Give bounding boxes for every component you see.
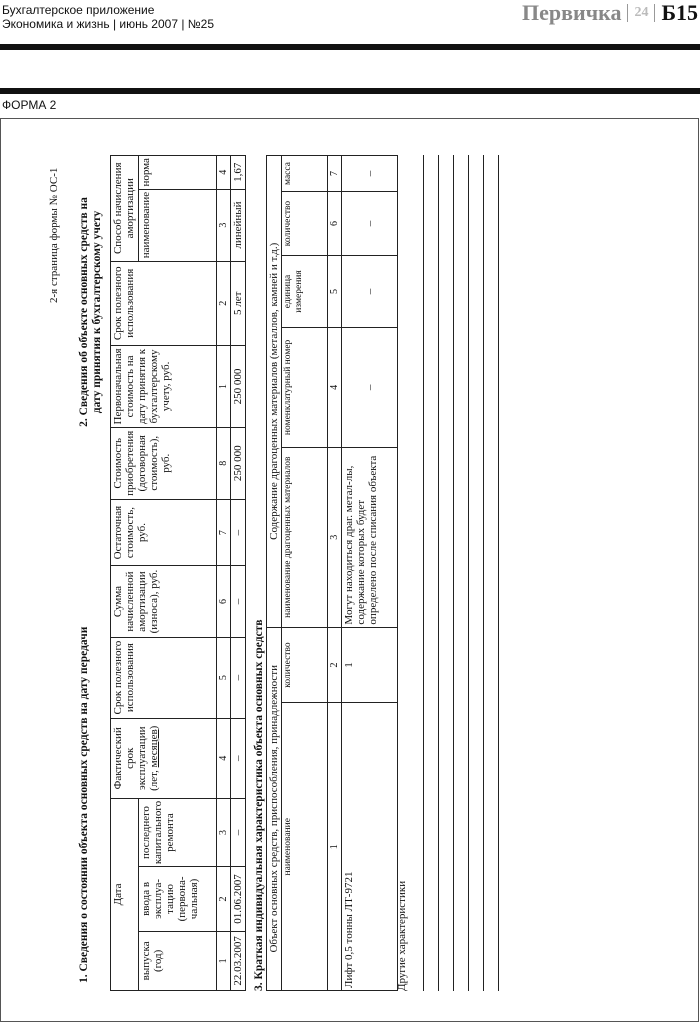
col-header-initial: Первоначальная стоимость на дату принятия к бухгалтерскому учету, руб.: [111, 346, 217, 428]
rubric-title: Первичка: [522, 0, 622, 25]
cell-useful-life: –: [231, 637, 246, 718]
section3-title: 3. Краткая индивидуальная характеристика объекта основных средств: [253, 619, 265, 991]
fill-line: [438, 155, 439, 991]
col-num: 5: [328, 256, 342, 328]
table-row: [342, 156, 398, 991]
cell-metal-nomen: –: [342, 327, 398, 447]
cell-metal-name: Могут находиться драг. метал-лы, содержание которых будет определено после списания объекта: [342, 447, 398, 627]
table-number-row: [328, 156, 342, 991]
table-number-row: [217, 156, 231, 991]
section-code: Б15: [661, 0, 698, 25]
col-header-cost: Стоимость приобретения (договорная стоимость), руб.: [111, 427, 217, 499]
col-num: 3: [328, 447, 342, 627]
col-num: 2: [217, 867, 231, 932]
col-header-life: Срок полезного использования: [111, 261, 217, 345]
header-divider: [654, 4, 655, 22]
cell-initial: 250 000: [231, 346, 246, 428]
header-rule: [0, 88, 700, 94]
col-header-metal-qty: количество: [282, 192, 328, 256]
cell-metal-unit: –: [342, 256, 398, 328]
col-num: 4: [217, 718, 231, 798]
fill-line: [498, 155, 499, 991]
cell-metal-qty: –: [342, 192, 398, 256]
col-header-useful-life: Срок полезного использования: [111, 637, 217, 718]
table-section-3: [266, 155, 398, 991]
fill-line: [423, 155, 424, 991]
cell-actual-term: –: [231, 718, 246, 798]
col-header-metal-mass: масса: [282, 156, 328, 192]
col-num: 3: [217, 189, 231, 261]
col-num: 3: [217, 798, 231, 866]
page-note: 2-я страница формы № ОС-1: [48, 167, 60, 303]
col-header-metal-name: наименование драгоценных материалов: [282, 447, 328, 627]
col-num: 2: [328, 627, 342, 703]
col-num: 1: [217, 346, 231, 428]
cell-object-name: Лифт 0,5 тонны ЛТ-9721: [342, 703, 398, 991]
col-header-actual-term: Фактический срок эксплуатации (лет, месяцев): [111, 718, 217, 798]
col-num: 6: [217, 566, 231, 637]
col-header-metal-nomen: номенклатурный номер: [282, 327, 328, 447]
col-header-object-qty: количество: [282, 627, 328, 703]
cell-method-norm: 1,67: [231, 156, 246, 190]
fill-line: [468, 155, 469, 991]
col-header-metal-unit: единица измерения: [282, 256, 328, 328]
col-num: 1: [328, 703, 342, 991]
header-rule: [0, 44, 700, 50]
col-num: 6: [328, 192, 342, 256]
col-num: 4: [217, 156, 231, 190]
page-number: 24: [634, 5, 649, 20]
col-num: 2: [217, 261, 231, 345]
col-header-object: Объект основных средств, приспособления, принадлежности: [267, 627, 282, 990]
publication-title: Бухгалтерское приложение: [2, 3, 155, 17]
section1-title: 1. Сведения о состоянии объекта основных средств на дату передачи: [78, 626, 90, 983]
cell-life: 5 лет: [231, 261, 246, 345]
other-characteristics-label: Другие характеристики: [396, 880, 408, 991]
form-label: ФОРМА 2: [2, 98, 57, 112]
col-header-method: Способ начисления амортизации: [111, 156, 139, 262]
cell-method-name: линейный: [231, 189, 246, 261]
rotated-form: [0, 123, 700, 1023]
col-num: 7: [328, 156, 342, 192]
col-header-method-norm: норма: [139, 156, 217, 190]
cell-cost: 250 000: [231, 427, 246, 499]
col-header-depreciation: Сумма начисленной амортизации (износа), руб.: [111, 566, 217, 637]
page-header-right: [522, 0, 698, 26]
cell-residual: –: [231, 499, 246, 566]
col-header-release: выпуска (год): [139, 931, 217, 990]
col-header-metals: Содержание драгоценных материалов (металлов, камней и т.д.): [267, 156, 282, 628]
col-num: 7: [217, 499, 231, 566]
col-header-object-name: наименование: [282, 703, 328, 991]
col-num: 5: [217, 637, 231, 718]
publication-issue: Экономика и жизнь | июнь 2007 | №25: [2, 17, 215, 31]
col-header-date: Дата: [111, 798, 139, 990]
table-row: [231, 156, 246, 991]
col-num: 1: [217, 931, 231, 990]
cell-last-repair: –: [231, 798, 246, 866]
cell-commission-date: 01.06.2007: [231, 867, 246, 932]
cell-depreciation: –: [231, 566, 246, 637]
col-header-last-repair: последнего капитального ремонта: [139, 798, 217, 866]
fill-line: [453, 155, 454, 991]
col-header-method-name: наименование: [139, 189, 217, 261]
col-num: 8: [217, 427, 231, 499]
cell-release-date: 22.03.2007: [231, 931, 246, 990]
col-header-residual: Остаточная стоимость, руб.: [111, 499, 217, 566]
publication-info: [2, 3, 214, 31]
col-num: 4: [328, 327, 342, 447]
fill-line: [483, 155, 484, 991]
section2-title: 2. Сведения об объекте основных средств на дату принятия к бухгалтерскому учету: [78, 197, 103, 427]
cell-object-qty: 1: [342, 627, 398, 703]
col-header-commission: ввода в эксплуа-тацию (первона-чальная): [139, 867, 217, 932]
header-divider: [627, 4, 628, 22]
cell-metal-mass: –: [342, 156, 398, 192]
table-sections-1-2: [110, 155, 246, 991]
